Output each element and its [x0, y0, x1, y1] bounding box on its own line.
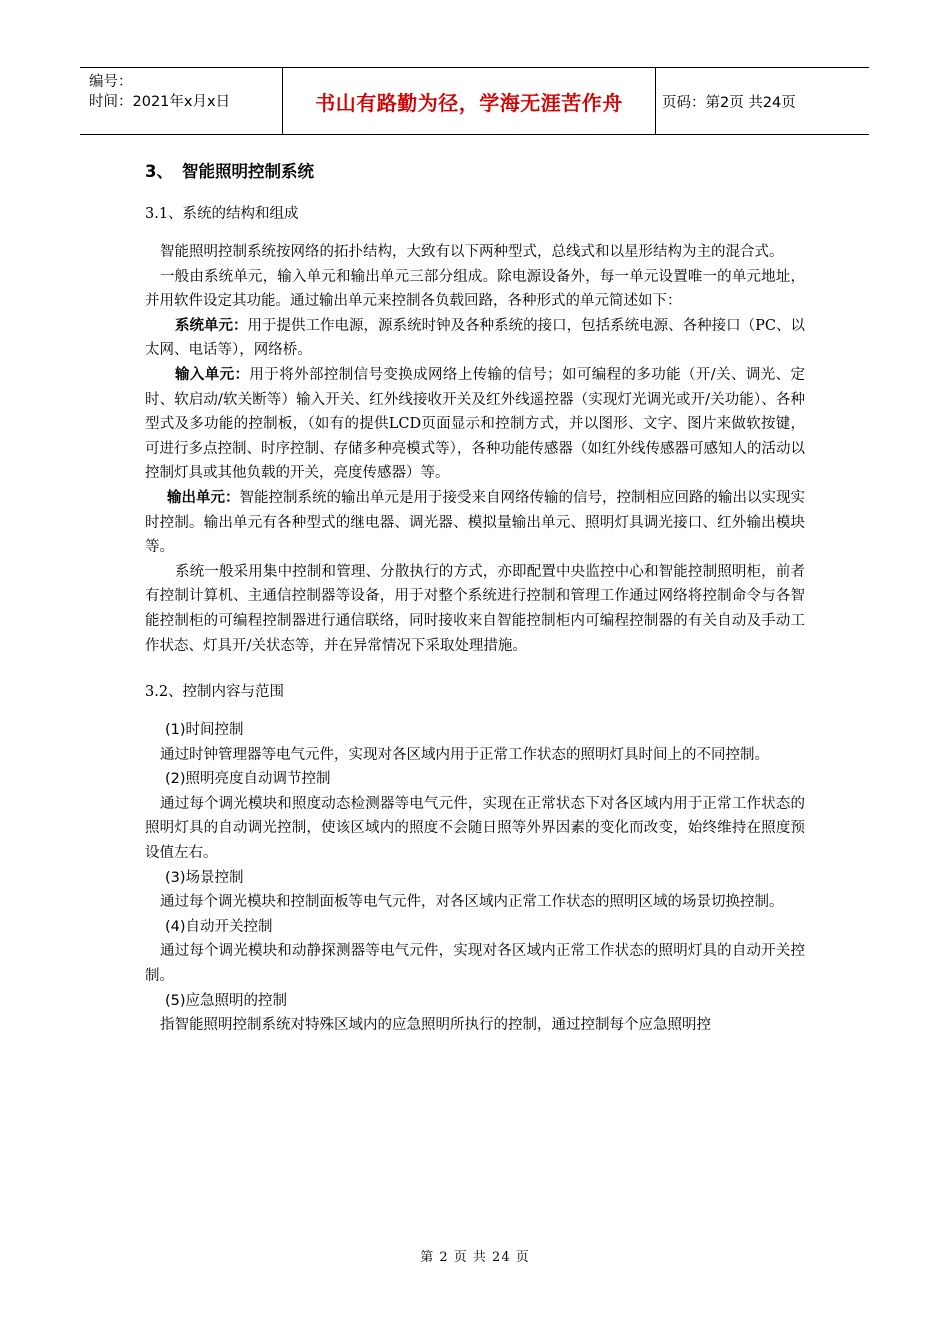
control-item-text: 通过每个调光模块和动静探测器等电气元件，实现对各区域内正常工作状态的照明灯具的自动开关控制。 [145, 943, 805, 985]
control-item-heading [145, 989, 805, 1014]
control-item-heading [145, 915, 805, 940]
paragraph-management: 系统一般采用集中控制和管理、分散执行的方式，亦即配置中央监控中心和智能控制照明柜，前者有控制计算机、主通信控制器等设备，用于对整个系统进行控制和管理工作通过网络将控制命令与各智能控制柜的可编程控制器进行通信联络，同时接收来自智能控制柜内可编程控制器的有关自动及手动工作状态、灯具开/关状态等，并在异常情况下采取处理措施。 [145, 563, 805, 654]
subsection-heading-3-1: 3.1、系统的结构和组成 [145, 206, 299, 222]
control-item-heading [145, 718, 805, 743]
section-heading [145, 158, 805, 186]
section-number: 3、 [145, 162, 173, 181]
paragraph-output-unit [145, 486, 805, 560]
control-item-number: (4) [165, 918, 186, 935]
control-item-number: (2) [165, 771, 186, 788]
control-item-title: 自动开关控制 [185, 918, 273, 935]
document-date-label: 时间：2021年x月x日 [89, 94, 231, 110]
control-item-number: (1) [165, 722, 186, 739]
control-items-list [145, 718, 805, 1038]
control-item-heading [145, 767, 805, 792]
section-title: 智能照明控制系统 [182, 162, 314, 181]
control-item-heading [145, 866, 805, 891]
subsection-heading-3-2: 3.2、控制内容与范围 [145, 684, 285, 701]
page-header-table [80, 67, 869, 135]
document-body [145, 158, 805, 1038]
page-footer: 第 2 页 共 24 页 [420, 1250, 530, 1265]
output-unit-label: 输出单元： [167, 489, 240, 506]
control-item-text: 通过每个调光模块和控制面板等电气元件，对各区域内正常工作状态的照明区域的场景切换控制。 [160, 894, 784, 911]
input-unit-text: 用于将外部控制信号变换成网络上传输的信号；如可编程的多功能（开/关、调光、定时、软启动/软关断等）输入开关、红外线接收开关及红外线遥控器（实现灯光调光或开/关功能）、各种型式及多功能的控制板，（如有的提供LCD页面显示和控制方式，并以图形、文字、图片来做软按键，可进行多点控制、时序控制、存储多种亮模式等），各种功能传感器（如红外线传感器可感知人的活动以控制灯具或其他负载的开关，亮度传感器）等。 [145, 366, 805, 482]
system-unit-text: 用于提供工作电源，源系统时钟及各种系统的接口，包括系统电源、各种接口（PC、以太网、电话等），网络桥。 [145, 317, 806, 359]
header-page-info: 页码：第2页 共24页 [662, 94, 796, 111]
document-number-label: 编号： [89, 74, 133, 90]
control-item-text: 通过每个调光模块和照度动态检测器等电气元件，实现在正常状态下对各区域内用于正常工作状态的照明灯具的自动调光控制，使该区域内的照度不会随日照等外界因素的变化而改变，始终维持在照度预设值左右。 [145, 795, 805, 862]
system-unit-label: 系统单元： [175, 317, 248, 334]
control-item-number: (3) [165, 869, 186, 886]
control-item-title: 时间控制 [185, 722, 244, 739]
control-item-text: 通过时钟管理器等电气元件，实现对各区域内用于正常工作状态的照明灯具时间上的不同控制。 [160, 746, 769, 763]
input-unit-label: 输入单元： [175, 366, 250, 383]
header-motto: 书山有路勤为径，学海无涯苦作舟 [315, 90, 623, 115]
control-item-title: 应急照明的控制 [185, 992, 288, 1009]
paragraph-topology: 智能照明控制系统按网络的拓扑结构，大致有以下两种型式，总线式和以星形结构为主的混合式。 [160, 244, 784, 260]
control-item-number: (5) [165, 992, 186, 1009]
paragraph-system-unit [145, 314, 805, 363]
header-page-cell [656, 68, 869, 134]
header-motto-cell [283, 68, 656, 134]
control-item-title: 场景控制 [185, 869, 244, 886]
control-item-text: 指智能照明控制系统对特殊区域内的应急照明所执行的控制，通过控制每个应急照明控 [160, 1017, 711, 1034]
output-unit-text: 智能控制系统的输出单元是用于接受来自网络传输的信号，控制相应回路的输出以实现实时控制。输出单元有各种型式的继电器、调光器、模拟量输出单元、照明灯具调光接口、红外输出模块等。 [145, 489, 805, 556]
header-meta-cell [80, 68, 283, 134]
paragraph-units-intro: 一般由系统单元，输入单元和输出单元三部分组成。除电源设备外，每一单元设置唯一的单元地址，并用软件设定其功能。通过输出单元来控制各负载回路，各种形式的单元简述如下： [145, 268, 805, 310]
paragraph-input-unit [145, 363, 805, 486]
control-item-title: 照明亮度自动调节控制 [185, 771, 331, 788]
